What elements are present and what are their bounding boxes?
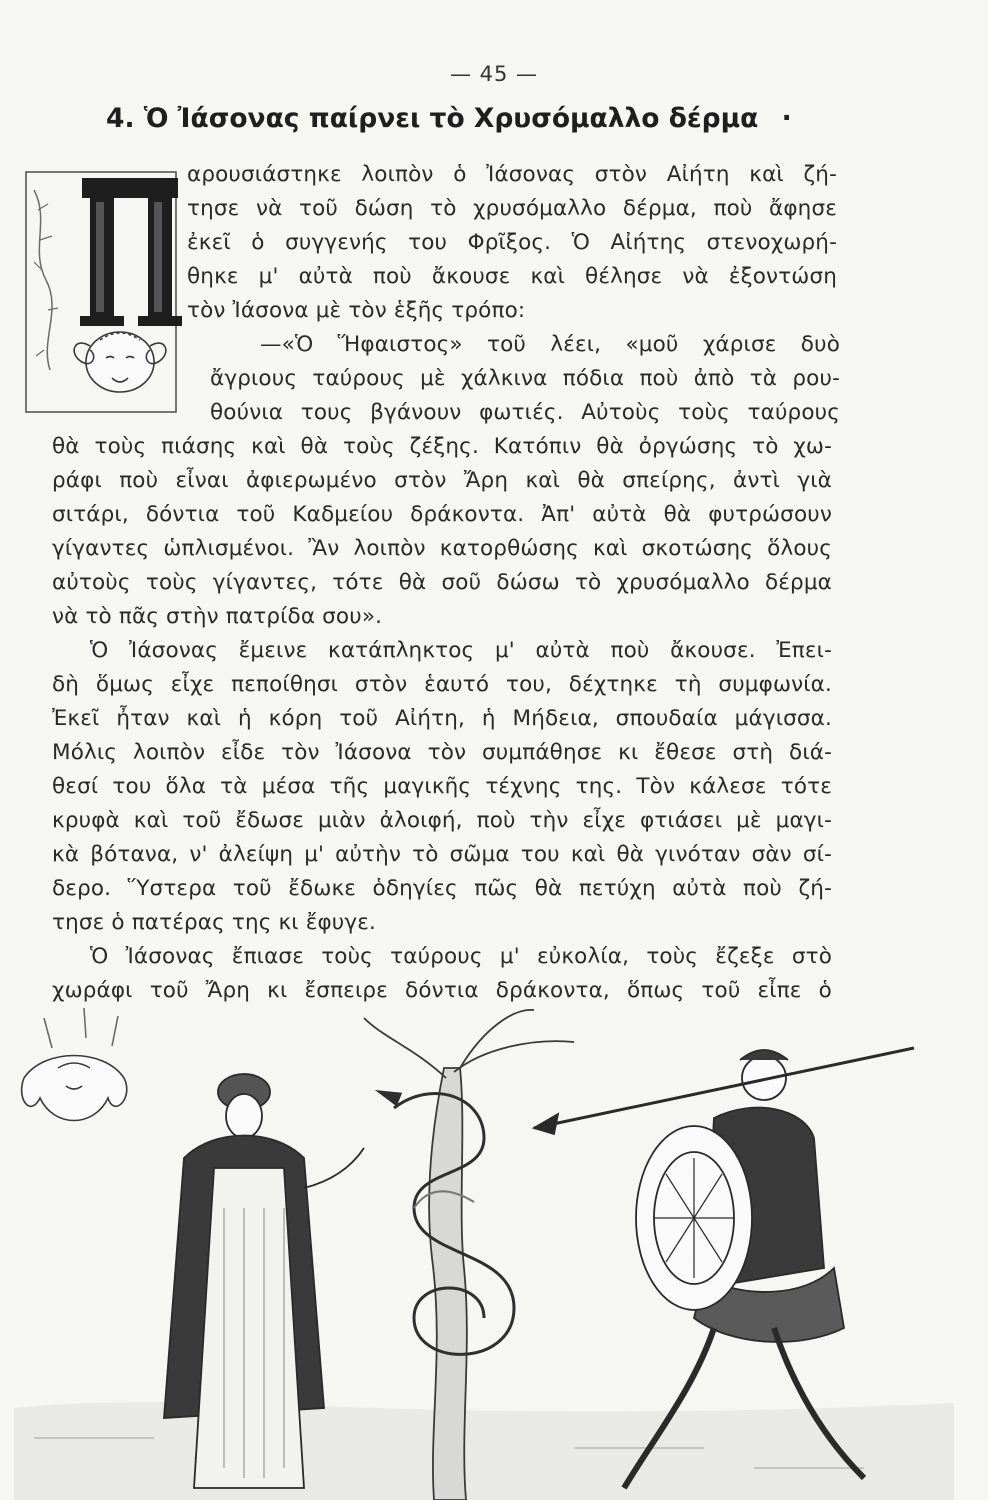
page-number: — 45 — [449,62,539,86]
text-line: Ἐκεῖ ἦταν καὶ ἡ κόρη τοῦ Αἰήτη, ἡ Μήδεια, σπουδαία μάγισσα. [52,706,832,731]
text-line: τὸν Ἰάσονα μὲ τὸν ἑξῆς τρόπο: [187,298,526,323]
text-line: κὰ βότανα, ν' ἀλείψη μ' αὐτὴν τὸ σῶμα του καὶ θὰ γινόταν σὰν σί- [52,842,832,867]
drop-cap-letter [80,178,182,326]
text-line: δερο. Ὕστερα τοῦ ἔδωκε ὁδηγίες πῶς θὰ πετύχη αὐτὰ ποὺ ζή- [52,876,832,901]
chapter-title [106,103,792,134]
text-line: —«Ὁ Ἥφαιστος» τοῦ λέει, «μοῦ χάρισε δυὸ [260,332,840,357]
text-line: δὴ ὅμως εἶχε πεποίθησι στὸν ἑαυτό του, δέχτηκε τὴ συμφωνία. [52,672,832,697]
chapter-title-text: 4. Ὁ Ἰάσονας παίρνει τὸ Χρυσόμαλλο δέρμα [106,103,759,134]
illustration [14,1008,954,1500]
golden-fleece [22,1008,127,1121]
text-line: θεσί του ὅλα τὰ μέσα τῆς μαγικῆς τέχνης της. Τὸν κάλεσε τότε [52,774,832,799]
text-line: θούνια τους βγάνουν φωτιές. Αὐτοὺς τοὺς ταύρους [210,400,840,425]
text-line: ράφι ποὺ εἶναι ἀφιερωμένο στὸν Ἄρη καὶ θὰ σπείρης, ἀντὶ γιὰ [52,468,832,493]
text-line: κρυφὰ καὶ τοῦ ἔδωσε μιὰν ἀλοιφή, ποὺ τὴν εἶχε φτιάσει μὲ μαγι- [52,808,832,833]
text-line: Μόλις λοιπὸν εἶδε τὸν Ἰάσονα τὸν συμπάθησε κι ἔθεσε στὴ διά- [52,740,832,765]
text-line: τησε νὰ τοῦ δώση τὸ χρυσόμαλλο δέρμα, ποὺ ἄφησε [187,196,837,221]
text-line: Ὁ Ἰάσονας ἔμεινε κατάπληκτος μ' αὐτὰ ποὺ ἄκουσε. Ἐπει- [90,638,832,663]
vine-decoration [34,190,52,370]
text-line: αὐτοὺς τοὺς γίγαντες, τότε θὰ σοῦ δώσω τὸ χρυσόμαλλο δέρμα [52,570,832,595]
text-line: ἐκεῖ ὁ συγγενής του Φρῖξος. Ὁ Αἰήτης στενοχωρή- [187,230,837,255]
text-line: θὰ τοὺς πιάσης καὶ θὰ τοὺς ζέξης. Κατόπιν θὰ ὀργώσης τὸ χω- [52,434,832,459]
text-line: χωράφι τοῦ Ἄρη κι ἔσπειρε δόντια δράκοντα, ὅπως τοῦ εἶπε ὁ [52,978,832,1003]
chapter-title-dot: · [781,103,792,134]
ram-head-icon [74,332,166,392]
text-line: Ὁ Ἰάσονας ἔπιασε τοὺς ταύρους μ' εὐκολία, τοὺς ἔζεξε στὸ [90,944,832,969]
drop-cap-illustration [20,150,188,418]
text-line: ἄγριους ταύρους μὲ χάλκινα πόδια ποὺ ἀπὸ τὰ ρου- [210,366,840,391]
text-line: θηκε μ' αὐτὰ ποὺ ἄκουσε καὶ θέλησε νὰ ἐξοντώση [187,264,837,289]
text-line: νὰ τὸ πᾶς στὴν πατρίδα σου». [52,604,383,629]
text-line: γίγαντες ὡπλισμένοι. Ἂν λοιπὸν κατορθώσης καὶ σκοτώσης ὅλους [52,536,832,561]
text-line: σιτάρι, δόντια τοῦ Καδμείου δράκοντα. Ἀπ' αὐτὰ θὰ φυτρώσουν [52,502,832,527]
text-line: τησε ὁ πατέρας της κι ἔφυγε. [52,910,377,935]
text-line: αρουσιάστηκε λοιπὸν ὁ Ἰάσονας στὸν Αἰήτη καὶ ζή- [187,162,837,187]
